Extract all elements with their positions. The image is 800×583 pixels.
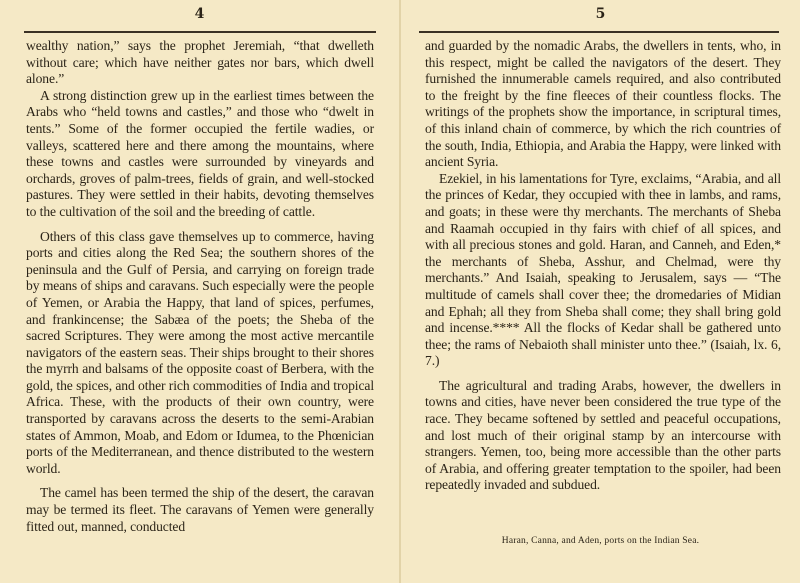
left-page-body bbox=[26, 38, 374, 535]
header-rule-left bbox=[24, 31, 376, 33]
left-paragraph-2: A strong distinction grew up in the earliest times between the Arabs who “held towns and castles,” and those who “dwelt in tents.” Some of the former occupied the fertile wadies, or valleys, scattered here and there among the mountains, where these towns and castles were surrounded by vineyards and orchards, groves of palm-trees, fields of grain, and well-stocked pastures. They were settled in their habits, devoting themselves to the cultivation of the soil and the breeding of cattle. bbox=[26, 87, 374, 219]
page-number-left: 4 bbox=[194, 6, 205, 22]
page-number-right: 5 bbox=[595, 6, 606, 22]
left-paragraph-4: The camel has been termed the ship of the desert, the caravan may be termed its fleet. The caravans of Yemen were generally fitted out, manned, conducted bbox=[26, 485, 374, 534]
right-page bbox=[401, 0, 800, 583]
left-page bbox=[0, 0, 399, 583]
right-page-body bbox=[425, 38, 781, 494]
left-paragraph-1: wealthy nation,” says the prophet Jeremiah, “that dwelleth without care; which have neither gates nor bars, which dwell alone.” bbox=[26, 38, 374, 87]
right-paragraph-2: Ezekiel, in his lamentations for Tyre, exclaims, “Arabia, and all the princes of Kedar, they occupied with thee in lambs, and rams, and goats; in these were thy merchants. The merchants of Sheba and Raamah occupied in thy fairs with chief of all spices, and with all precious stones and gold. Haran, and Canneh, and Eden,* the merchants of Sheba, Asshur, and Chelmad, were thy merchants.” And Isaiah, speaking to Jerusalem, says — “The multitude of camels shall cover thee; the dromedaries of Midian and Ephah; all they from Sheba shall come; they shall bring gold and incense.**** All the flocks of Kedar shall be gathered unto thee; the rams of Nebaioth shall minister unto thee.” (Isaiah, lx. 6, 7.) bbox=[425, 170, 781, 369]
left-paragraph-3: Others of this class gave themselves up to commerce, having ports and cities along the Red Sea; the southern shores of the peninsula and the Gulf of Persia, and carrying on foreign trade by means of ships and caravans. Such especially were the people of Yemen, or Arabia the Happy, that land of spices, perfumes, and frankincense; the Sabæa of the poets; the Sheba of the sacred Scriptures. They were among the most active mercantile navigators of the eastern seas. Their ships brought to their shores the myrrh and balsams of the opposite coast of Berbera, with the gold, the spices, and other rich commodities of India and tropical Africa. These, with the products of their own country, were transported by caravans across the deserts to the semi-Arabian states of Ammon, Moab, and Edom or Idumea, to the Phœnician ports of the Mediterranean, and thence distributed to the western world. bbox=[26, 228, 374, 476]
right-paragraph-3: The agricultural and trading Arabs, however, the dwellers in towns and cities, have never been considered the true type of the race. They became softened by settled and peaceful occupations, and lost much of their original stamp by an intercourse with strangers. Yemen, too, being more accessible than the other parts of Arabia, and offering greater temptation to the spoiler, had been repeatedly invaded and subdued. bbox=[425, 377, 781, 493]
right-paragraph-1: and guarded by the nomadic Arabs, the dwellers in tents, who, in this respect, might be called the navigators of the desert. They furnished the innumerable camels required, and also contributed to the freight by the fine fleeces of their countless flocks. The writings of the prophets show the importance, in scriptural times, of this inland chain of commerce, by which the rich countries of the south, India, Ethiopia, and Arabia the Happy, were linked with ancient Syria. bbox=[425, 38, 781, 170]
footnote: Haran, Canna, and Aden, ports on the Indian Sea. bbox=[501, 536, 700, 546]
header-rule-right bbox=[419, 31, 779, 33]
